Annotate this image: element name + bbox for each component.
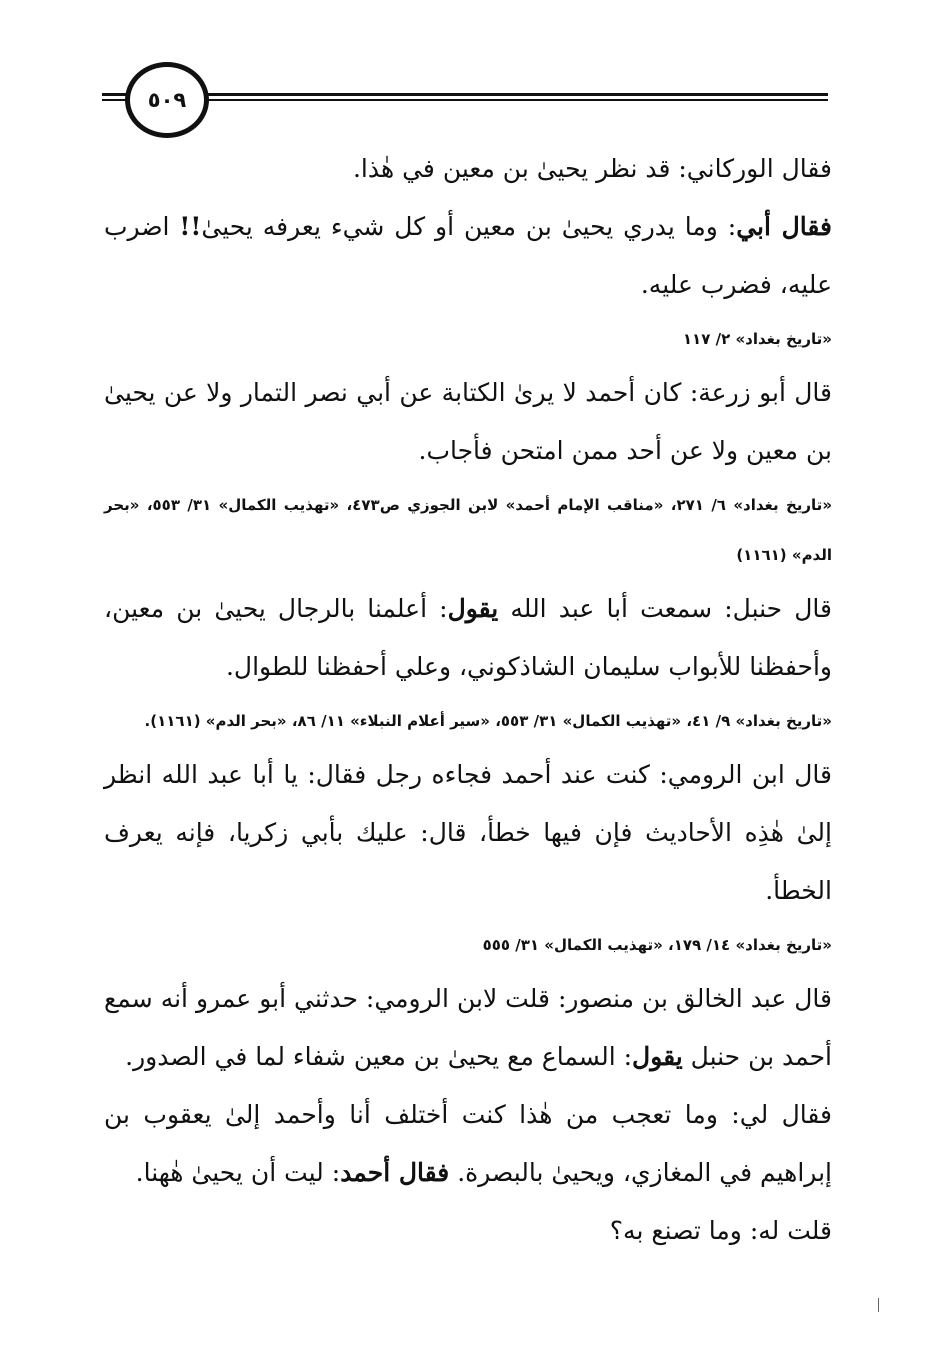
source-citation <box>104 480 832 580</box>
text-segment: فقال لي: وما تعجب من هٰذا كنت أختلف أنا وأحمد إلىٰ يعقوب بن إبراهيم في المغازي، ويحيىٰ بالبصرة. <box>104 1100 832 1187</box>
page-header <box>0 0 936 140</box>
text-segment: : ليت أن يحيىٰ هٰهنا. <box>135 1158 341 1187</box>
text-segment: قال أبو زرعة: كان أحمد لا يرىٰ الكتابة عن أبي نصر التمار ولا عن يحيىٰ بن معين ولا عن أحد ممن امتحن فأجاب. <box>104 378 832 465</box>
text-segment: : أعلمنا بالرجال يحيىٰ بن معين، وأحفظنا للأبواب سليمان الشاذكوني، وعلي أحفظنا للطوال. <box>104 594 832 681</box>
paragraph <box>104 1202 832 1260</box>
text-segment: اضرب عليه، فضرب عليه. <box>104 212 832 299</box>
paragraph <box>104 970 832 1086</box>
text-segment: فقال الوركاني: قد نظر يحيىٰ بن معين في هٰذا. <box>352 154 832 183</box>
source-citation <box>104 920 832 970</box>
text-segment: «تاريخ بغداد» ٢/ ١١٧ <box>682 330 832 348</box>
paragraph <box>104 140 832 198</box>
bold-phrase: يقول <box>447 594 499 623</box>
bold-phrase: !! <box>179 212 202 241</box>
text-segment: قال حنبل: سمعت أبا عبد الله <box>498 594 832 623</box>
text-segment: «تاريخ بغداد» ١٤/ ١٧٩، «تهذيب الكمال» ٣١/ ٥٥٥ <box>482 936 832 954</box>
text-segment: «تاريخ بغداد» ٩/ ٤١، «تهذيب الكمال» ٣١/ ٥٥٣، «سير أعلام النبلاء» ١١/ ٨٦، «بحر الدم» (١١٦١). <box>144 712 832 730</box>
text-segment: قال ابن الرومي: كنت عند أحمد فجاءه رجل فقال: يا أبا عبد الله انظر إلىٰ هٰذِه الأحاديث فإن فيها خطأ، قال: عليك بأبي زكريا، فإنه يعرف الخطأ. <box>104 760 832 905</box>
paragraph <box>104 364 832 480</box>
source-citation <box>104 314 832 364</box>
bold-phrase: فقال أحمد <box>340 1158 450 1187</box>
margin-mark <box>878 1298 879 1312</box>
paragraph <box>104 746 832 920</box>
page-number-badge <box>125 62 209 138</box>
paragraph <box>104 198 832 314</box>
source-citation <box>104 696 832 746</box>
header-rule-thin <box>102 99 828 101</box>
page-body <box>104 140 832 1260</box>
header-rule-thick <box>102 93 828 96</box>
text-segment: قلت له: وما تصنع به؟ <box>609 1216 832 1245</box>
text-segment: : السماع مع يحيىٰ بن معين شفاء لما في الصدور. <box>125 1042 633 1071</box>
bold-phrase: يقول <box>632 1042 683 1071</box>
text-segment: قال عبد الخالق بن منصور: قلت لابن الرومي: حدثني أبو عمرو أنه سمع أحمد بن حنبل <box>104 984 832 1071</box>
page-number: ٥٠٩ <box>147 88 187 112</box>
text-segment: «تاريخ بغداد» ٦/ ٢٧١، «مناقب الإمام أحمد» لابن الجوزي ص٤٧٣، «تهذيب الكمال» ٣١/ ٥٥٣، «بحر الدم» (١١٦١) <box>104 496 833 564</box>
paragraph <box>104 1086 832 1202</box>
bold-phrase: فقال أبي <box>736 212 833 241</box>
text-segment: : وما يدري يحيىٰ بن معين أو كل شيء يعرفه يحيىٰ <box>201 212 737 241</box>
paragraph <box>104 580 832 696</box>
